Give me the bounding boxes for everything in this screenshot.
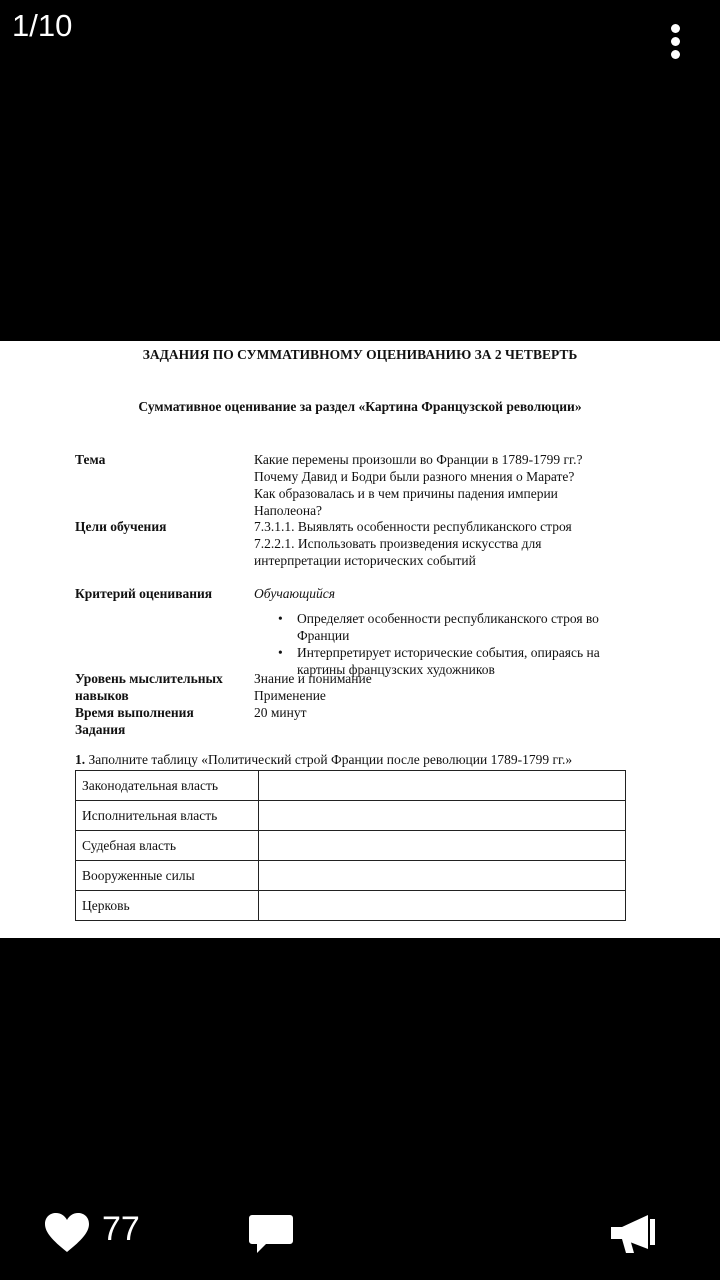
topic-value (254, 451, 582, 519)
criteria-item: • Интерпретирует исторические события, опираясь на картины французских художников (278, 645, 600, 677)
goal-line: 7.2.2.1. Использовать произведения искусства для (254, 536, 542, 551)
table-row: Исполнительная власть (76, 801, 626, 831)
task-1-heading: 1. Заполните таблицу «Политический строй Франции после революции 1789-1799 гг.» (75, 752, 573, 767)
skills-value: Знание и понимание Применение (254, 671, 372, 703)
politics-table (75, 770, 626, 921)
like-count: 77 (102, 1210, 140, 1248)
topic-label: Тема (75, 452, 106, 467)
time-label: Время выполнения Задания (75, 705, 194, 737)
criteria-item: • Определяет особенности республиканского строя во Франции (278, 611, 599, 643)
table-row: Церковь (76, 891, 626, 921)
comment-icon[interactable] (248, 1213, 294, 1255)
criteria-list (254, 610, 644, 678)
heart-icon[interactable] (44, 1212, 90, 1254)
goals-value (254, 518, 572, 569)
document-image[interactable] (0, 341, 720, 938)
topic-line: Наполеона? (254, 503, 323, 518)
topic-line: Какие перемены произошли во Франции в 1789-1799 гг.? (254, 452, 583, 467)
more-options-icon[interactable] (662, 24, 688, 68)
table-row: Вооруженные силы (76, 861, 626, 891)
goals-label: Цели обучения (75, 519, 167, 534)
document-subtitle: Суммативное оценивание за раздел «Картина Французской революции» (138, 399, 582, 414)
criteria-label: Критерий оценивания (75, 586, 213, 601)
goal-line: интерпретации исторических событий (254, 553, 476, 568)
time-value: 20 минут (254, 705, 307, 720)
skills-label: Уровень мыслительных навыков (75, 671, 223, 703)
action-bar (0, 1206, 720, 1262)
table-row: Судебная власть (76, 831, 626, 861)
image-counter: 1/10 (12, 8, 73, 43)
topic-line: Почему Давид и Бодри были разного мнения о Марате? (254, 469, 575, 484)
topic-line: Как образовалась и в чем причины падения империи (254, 486, 558, 501)
table-row: Законодательная власть (76, 771, 626, 801)
criteria-learner: Обучающийся (254, 586, 336, 601)
goal-line: 7.3.1.1. Выявлять особенности республиканского строя (254, 519, 572, 534)
megaphone-icon[interactable] (608, 1213, 656, 1255)
document-title: ЗАДАНИЯ ПО СУММАТИВНОМУ ОЦЕНИВАНИЮ ЗА 2 ЧЕТВЕРТЬ (142, 347, 578, 362)
